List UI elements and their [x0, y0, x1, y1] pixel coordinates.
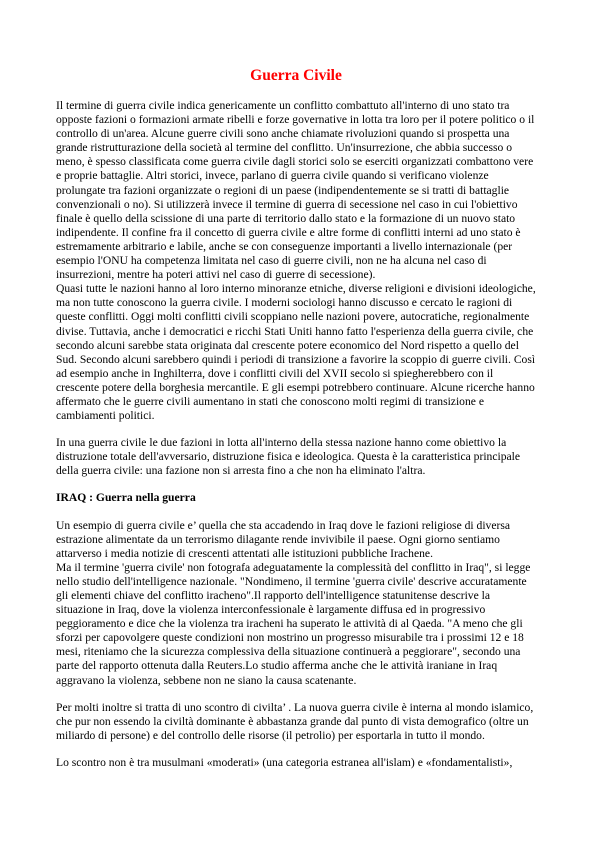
spacer: [56, 85, 536, 99]
spacer: [56, 478, 536, 491]
intro-paragraph-1: Il termine di guerra civile indica genericamente un conflitto combattuto all'interno di uno stato tra opposte fazioni o formazioni armate ribelli e forze governative in lotta tra loro per il potere politico o il controllo di un'area. Alcune guerre civili sono anche chiamate rivoluzioni quando si prospetta una grande ristrutturazione della società al termine del conflitto. Un'insurrezione, che abbia successo o meno, è spesso classificata come guerra civile dagli storici solo se eserciti organizzati combattono vere e proprie battaglie. Altri storici, invece, parlano di guerra civile quando si verificano violenze prolungate tra fazioni organizzate o regioni di un paese (indipendentemente se si tratti di battaglie convenzionali o no). Si utilizzerà invece il termine di guerra di secessione nel caso in cui l'obiettivo finale è quello della scissione di una parte di territorio dallo stato e la formazione di un nuovo stato indipendente. Il confine fra il concetto di guerra civile e altre forme di conflitti interni ad uno stato è estremamente arbitrario e labile, anche se con conseguenze importanti a livello internazionale (per esempio l'ONU ha competenza limitata nel caso di guerre civili, non ne ha alcuna nel caso di insurrezioni, mentre ha poteri attivi nel caso di guerre di secessione).: [56, 99, 535, 282]
intro-paragraph-2: Quasi tutte le nazioni hanno al loro interno minoranze etniche, diverse religioni e divisioni ideologiche, ma non tutte conoscono la guerra civile. I moderni sociologi hanno discusso e cercato le ragioni di queste conflitti. Oggi molti conflitti civili scoppiano nelle nazioni povere, autocratiche, regionalmente divise. Tuttavia, anche i democratici e ricchi Stati Uniti hanno fatto l'esperienza della guerra civile, che secondo alcuni sarebbe stata originata dal crescente potere economico del Nord rispetto a quello del Sud. Secondo alcuni sarebbero quindi i periodi di transizione a favorire la scoppio di guerre civili. Così ad esempio anche in Inghilterra, dove i conflitti civili del XVII secolo si spiegherebbero con il crescente potere della borghesia mercantile. E gli esempi potrebbero continuare. Alcune ricerche hanno affermato che le guerre civili aumentano in stati che conoscono molti regimi di transizione e cambiamenti politici.: [56, 282, 536, 423]
iraq-paragraph-1: Un esempio di guerra civile e’ quella che sta accadendo in Iraq dove le fazioni religiose di diversa estrazione alimentate da un terrorismo dilagante rende invivibile il paese. Ogni giorno sentiamo attarverso i media notizie di crescenti attentati alle istituzioni pubbliche Irachene.: [56, 518, 511, 560]
section-heading-iraq: IRAQ : Guerra nella guerra: [56, 491, 196, 505]
iraq-paragraph-2: Ma il termine 'guerra civile' non fotografa adeguatamente la complessità del conflitto in Iraq", si legge nello studio dell'intelligence nazionale. "Nondimeno, il termine 'guerra civile' descrive accuratamente gli elementi chiave del conflitto iracheno".Il rapporto dell'intelligence statunitense descrive la situazione in Iraq, dove la violenza interconfessionale è largamente diffusa ed in progressivo peggioramento e dice che la violenza tra iracheni ha superato le attività di al Qaeda. "A meno che gli sforzi per capovolgere queste condizioni non mostrino un progresso misurabile tra i prossimi 12 e 18 mesi, riteniamo che la sicurezza complessiva della situazione continuerà a peggiorare", secondo una parte del rapporto ottenuta dalla Reuters.Lo studio afferma anche che le attività iraniane in Iraq aggravano la violenza, sebbene non ne siano la causa scatenante.: [56, 560, 531, 687]
scontro-paragraph: Lo scontro non è tra musulmani «moderati» (una categoria estranea all'islam) e «fondamentalisti»,: [56, 755, 513, 769]
factions-paragraph: In una guerra civile le due fazioni in lotta all'interno della stessa nazione hanno come obiettivo la distruzione totale dell'avversario, distruzione fisica e ideologica. Questa è la caratteristica principale della guerra civile: una fazione non si arresta fino a che non ha eliminato l'altra.: [56, 436, 521, 478]
civilta-paragraph: Per molti inoltre si tratta di uno scontro di civilta’ . La nuova guerra civile è interna al mondo islamico, che pur non essendo la civiltà dominante è abbastanza grande dal punto di vista demografico (oltre un miliardo di persone) e del controllo delle risorse (il petrolio) per esportarla in tutto il mondo.: [56, 700, 534, 742]
spacer: [56, 688, 536, 701]
page-title: Guerra Civile: [250, 67, 342, 84]
spacer: [56, 506, 536, 519]
spacer: [56, 743, 536, 756]
spacer: [56, 423, 536, 436]
